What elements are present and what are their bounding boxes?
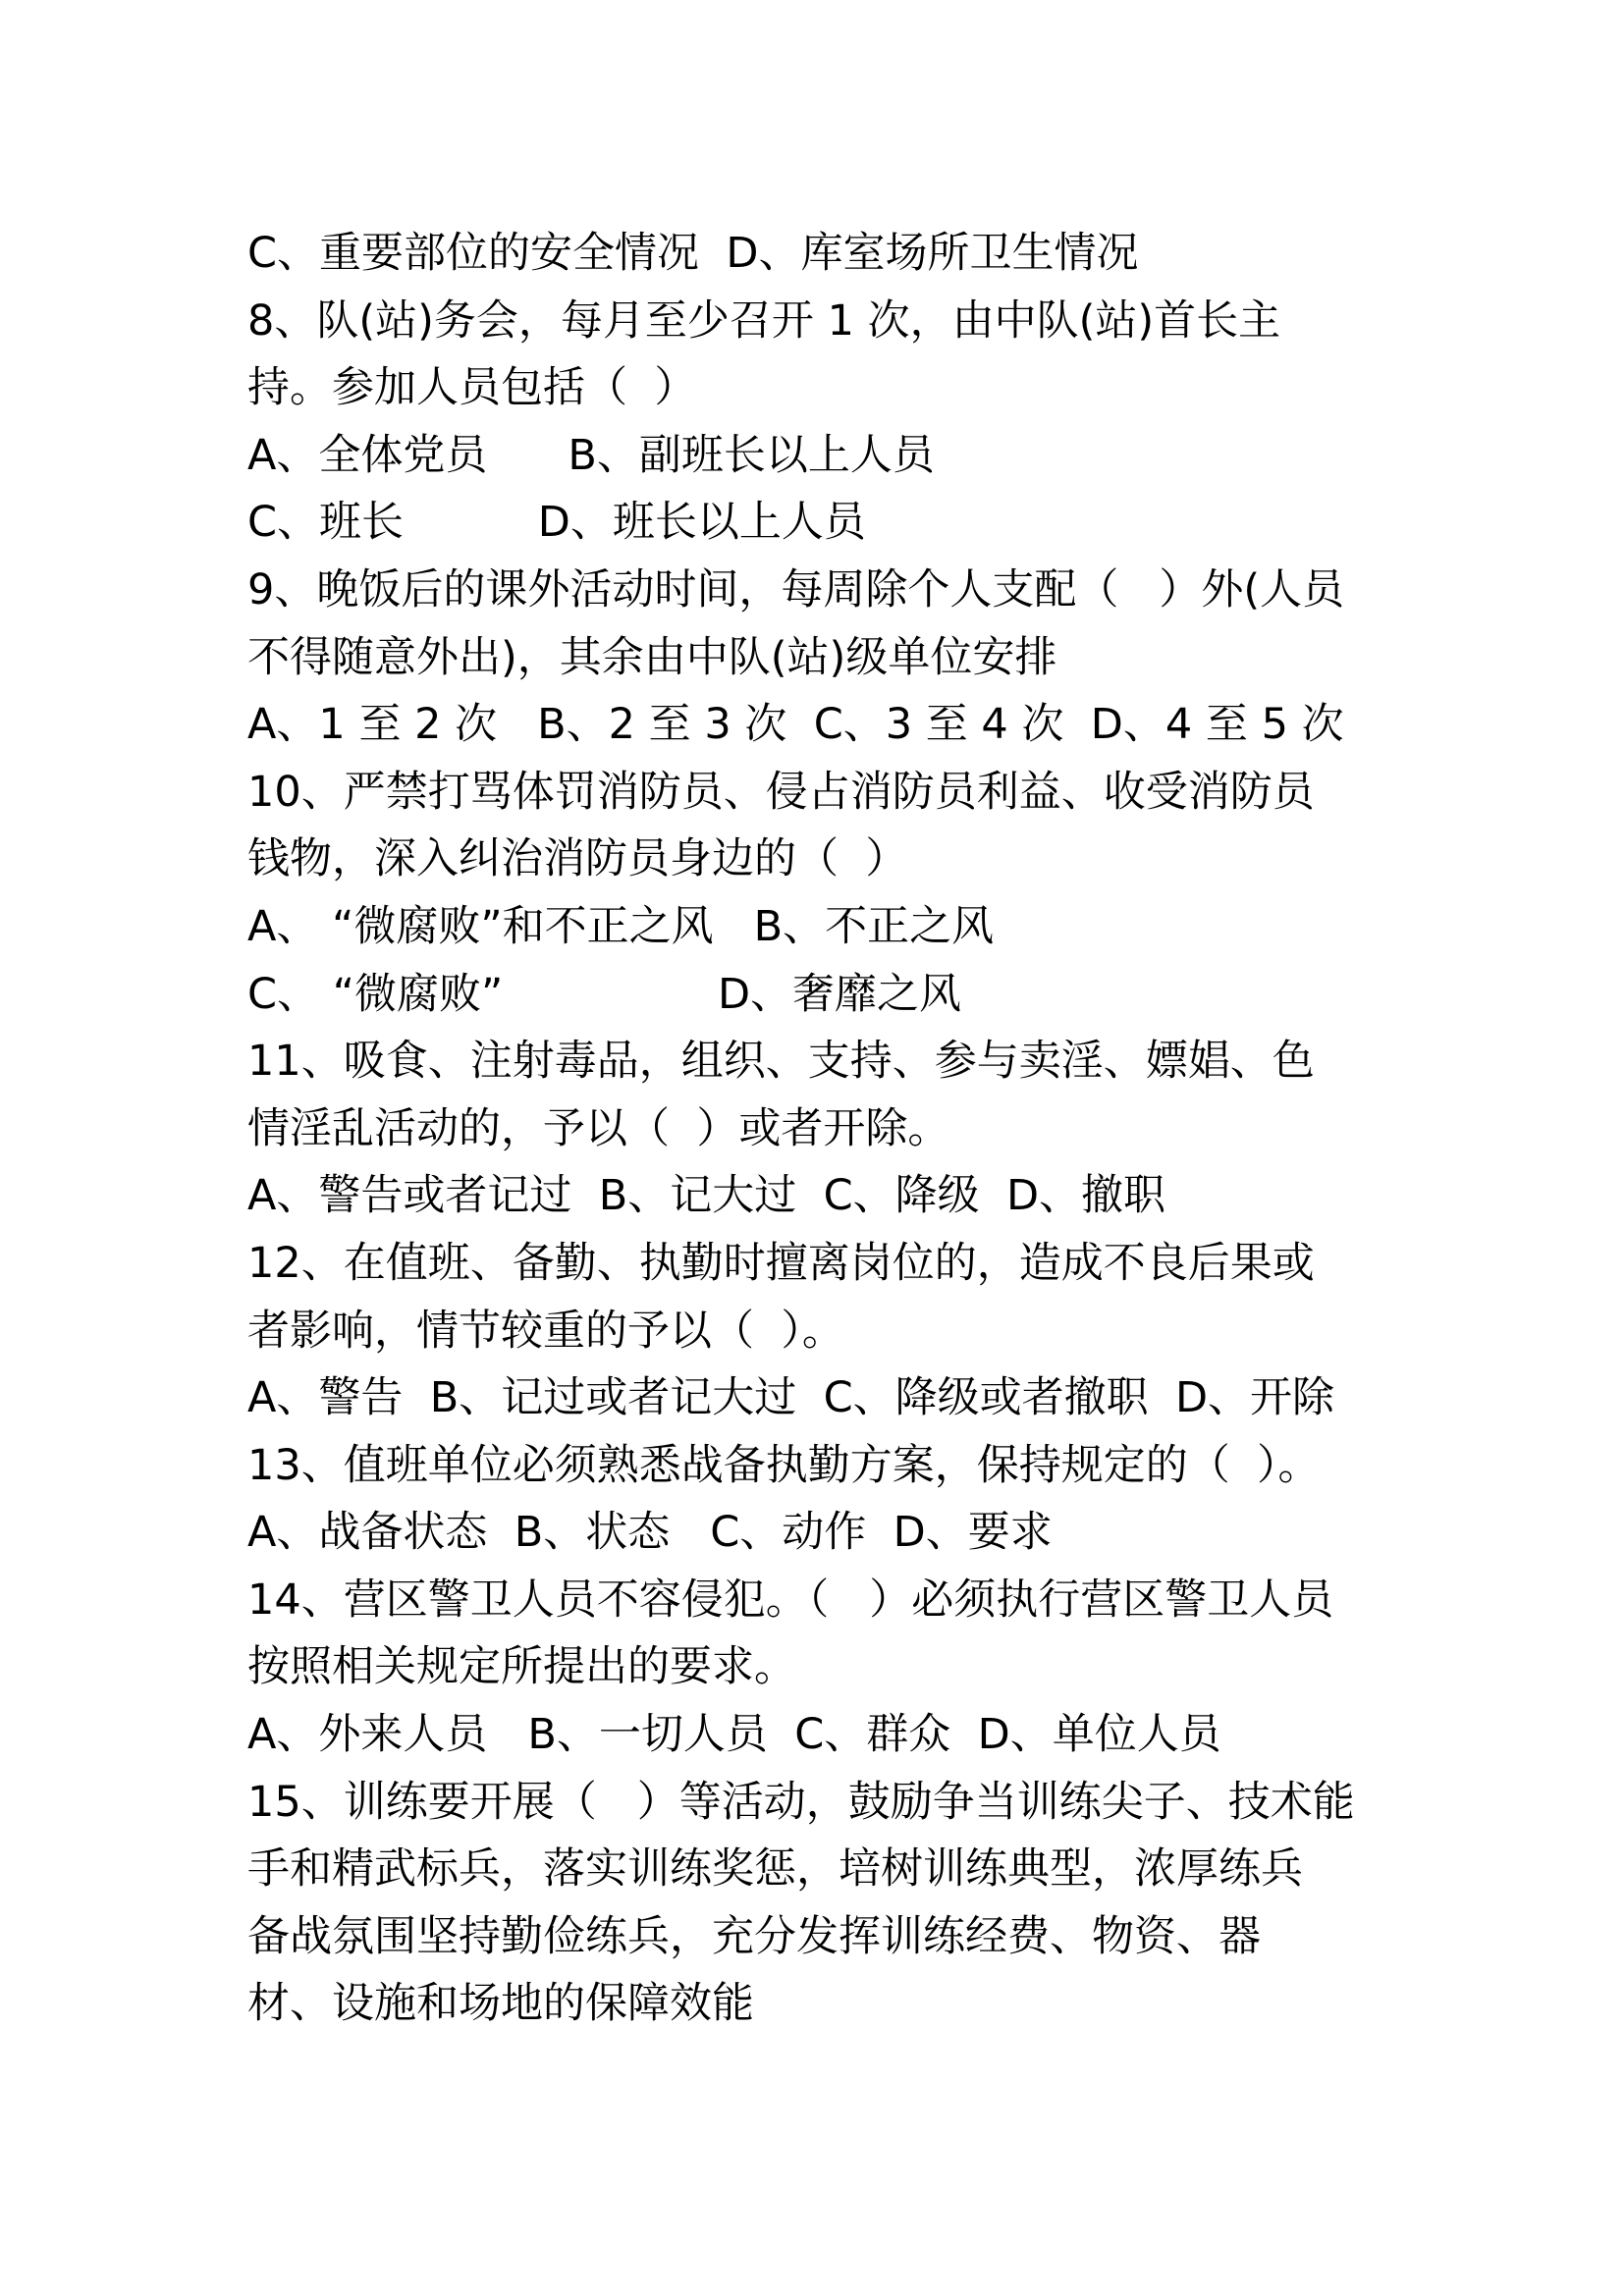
q9-stem-line-2: 不得随意外出)，其余由中队(站)级单位安排 (247, 632, 1057, 682)
q13-stem: 13、值班单位必须熟悉战备执勤方案，保持规定的（ ）。 (247, 1440, 1321, 1490)
q11-options: A、警告或者记过 B、记大过 C、降级 D、撤职 (247, 1171, 1166, 1221)
q12-options: A、警告 B、记过或者记大过 C、降级或者撤职 D、开除 (247, 1373, 1335, 1423)
q14-stem-line-1: 14、营区警卫人员不容侵犯。（ ）必须执行营区警卫人员 (247, 1575, 1334, 1625)
q11-stem-line-1: 11、吸食、注射毒品，组织、支持、参与卖淫、嫖娼、色 (247, 1037, 1315, 1087)
q8-stem-line-2: 持。参加人员包括（ ） (247, 363, 697, 413)
q15-stem-line-4: 材、设施和场地的保障效能 (247, 1979, 754, 2029)
q15-stem-line-3: 备战氛围坚持勤俭练兵，充分发挥训练经费、物资、器 (247, 1911, 1261, 1961)
q15-stem-line-2: 手和精武标兵，落实训练奖惩，培树训练典型，浓厚练兵 (247, 1844, 1303, 1895)
q9-stem-line-1: 9、晚饭后的课外活动时间，每周除个人支配（ ）外(人员 (247, 564, 1345, 614)
q10-stem-line-1: 10、严禁打骂体罚消防员、侵占消防员利益、收受消防员 (247, 767, 1315, 817)
q15-stem-line-1: 15、训练要开展（ ）等活动，鼓励争当训练尖子、技术能 (247, 1777, 1355, 1827)
q10-stem-line-2: 钱物，深入纠治消防员身边的（ ） (247, 834, 908, 884)
q12-stem-line-1: 12、在值班、备勤、执勤时擅离岗位的，造成不良后果或 (247, 1238, 1315, 1288)
q13-options: A、战备状态 B、状态 C、动作 D、要求 (247, 1508, 1053, 1558)
q10-options-ab: A、 “微腐败”和不正之风 B、不正之风 (247, 901, 995, 951)
q12-stem-line-2: 者影响，情节较重的予以（ ）。 (247, 1306, 844, 1356)
q14-stem-line-2: 按照相关规定所提出的要求。 (247, 1642, 796, 1692)
q8-options-ab: A、全体党员 B、副班长以上人员 (247, 430, 935, 480)
document-page (247, 220, 1396, 2038)
q10-options-cd: C、 “微腐败” D、奢靡之风 (247, 969, 962, 1019)
q8-stem-line-1: 8、队(站)务会，每月至少召开 1 次，由中队(站)首长主 (247, 295, 1281, 346)
q11-stem-line-2: 情淫乱活动的，予以（ ）或者开除。 (247, 1103, 950, 1153)
q8-options-cd: C、班长 D、班长以上人员 (247, 498, 866, 548)
q7-options-cd: C、重要部位的安全情况 D、库室场所卫生情况 (247, 229, 1139, 278)
q14-options: A、外来人员 B、一切人员 C、群众 D、单位人员 (247, 1710, 1221, 1760)
q9-options: A、1 至 2 次 B、2 至 3 次 C、3 至 4 次 D、4 至 5 次 (247, 700, 1344, 750)
